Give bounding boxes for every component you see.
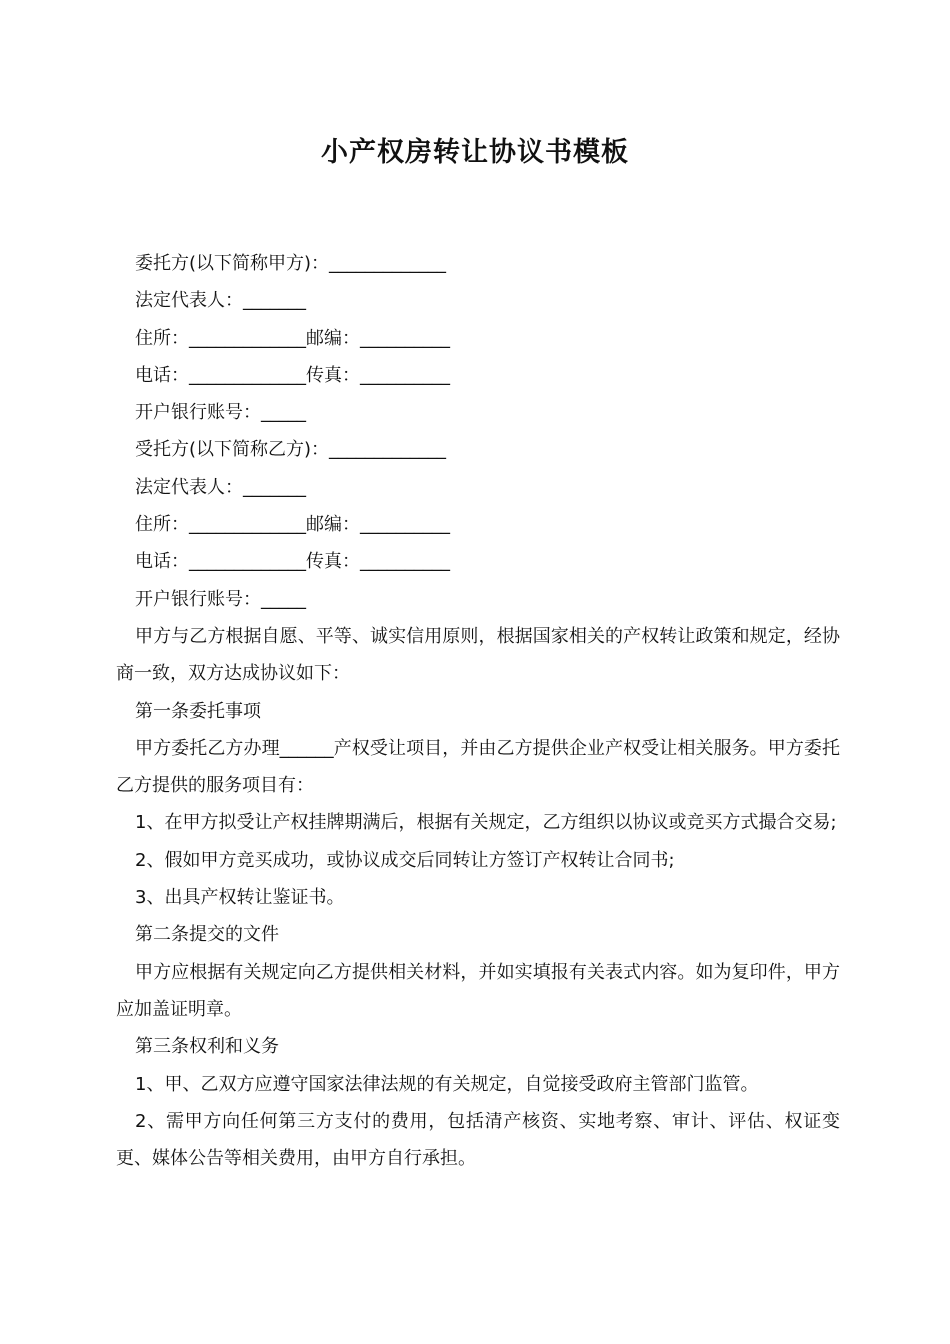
party-b-entrusted-line: 受托方(以下简称乙方)：_____________	[135, 439, 447, 461]
article3-heading: 第三条权利和义务	[135, 1036, 279, 1058]
party-a-legal-rep-line: 法定代表人：_______	[135, 290, 306, 312]
article3-item-1: 1、甲、乙双方应遵守国家法律法规的有关规定，自觉接受政府主管部门监管。	[135, 1073, 759, 1095]
article1-heading: 第一条委托事项	[135, 700, 261, 722]
article1-item-3: 3、出具产权转让鉴证书。	[135, 887, 345, 909]
party-a-address-line: 住所：_____________邮编：__________	[135, 327, 450, 349]
article1-item-2: 2、假如甲方竞买成功，或协议成交后同转让方签订产权转让合同书;	[135, 849, 675, 871]
party-b-phone-line: 电话：_____________传真：__________	[135, 551, 450, 573]
party-b-bank-line: 开户银行账号：_____	[135, 588, 306, 610]
article2-paragraph: 甲方应根据有关规定向乙方提供相关材料，并如实填报有关表式内容。如为复印件，甲方应加盖证明章。	[116, 961, 840, 1020]
document-body	[116, 245, 840, 1177]
intro-paragraph: 甲方与乙方根据自愿、平等、诚实信用原则，根据国家相关的产权转让政策和规定，经协商一致，双方达成协议如下：	[116, 625, 840, 685]
party-b-legal-rep-line: 法定代表人：_______	[135, 476, 306, 498]
party-a-entrusting-line: 委托方(以下简称甲方)：_____________	[135, 253, 447, 274]
party-a-bank-line: 开户银行账号：_____	[135, 402, 306, 424]
article1-paragraph: 甲方委托乙方办理______产权受让项目，并由乙方提供企业产权受让相关服务。甲方委托乙方提供的服务项目有：	[116, 737, 840, 797]
document-title: 小产权房转让协议书模板	[321, 137, 629, 168]
article2-heading: 第二条提交的文件	[135, 924, 279, 946]
article1-item-1: 1、在甲方拟受让产权挂牌期满后，根据有关规定，乙方组织以协议或竞买方式撮合交易;	[135, 812, 837, 834]
party-b-address-line: 住所：_____________邮编：__________	[135, 514, 450, 536]
article3-item-2: 2、需甲方向任何第三方支付的费用，包括清产核资、实地考察、审计、评估、权证变更、媒体公告等相关费用，由甲方自行承担。	[116, 1110, 840, 1170]
party-a-phone-line: 电话：_____________传真：__________	[135, 364, 450, 386]
